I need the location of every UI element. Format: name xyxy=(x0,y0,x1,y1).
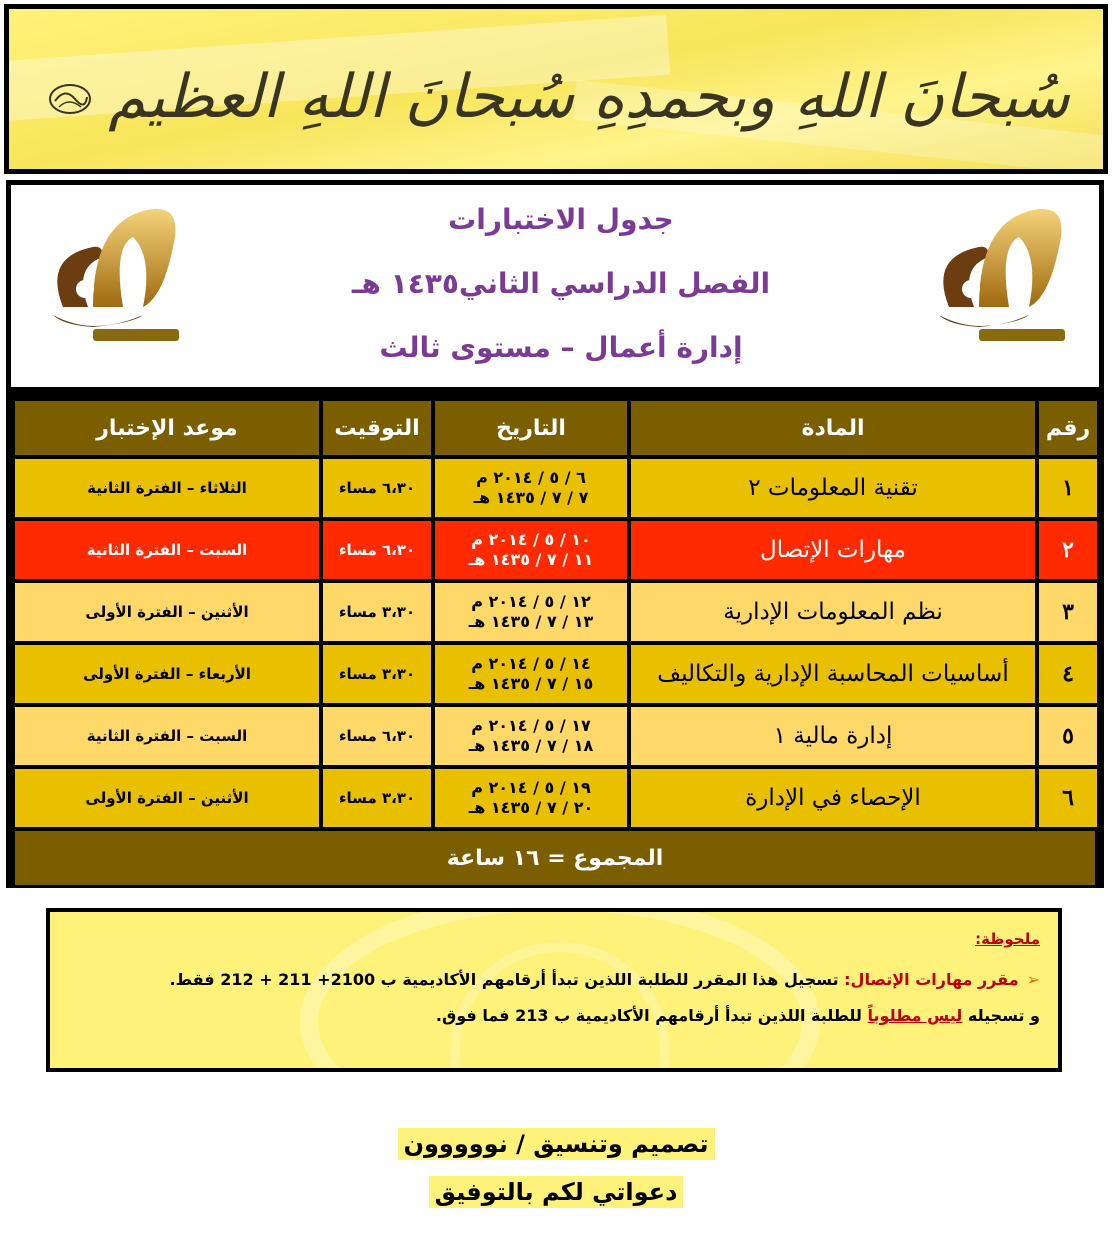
row-number: ٣ xyxy=(1039,583,1097,641)
table-row xyxy=(11,769,1099,827)
row-subject: أساسيات المحاسبة الإدارية والتكاليف xyxy=(631,645,1035,703)
note-line2-emphasis: ليس مطلوباً xyxy=(867,1006,963,1025)
row-date-hijri: ١٣ / ٧ / ١٤٣٥ هـ xyxy=(468,612,594,631)
row-date xyxy=(435,521,627,579)
row-number: ١ xyxy=(1039,459,1097,517)
schedule-title: جدول الاختبارات xyxy=(448,203,674,236)
row-slot: الأثنين – الفترة الأولى xyxy=(15,583,319,641)
row-subject: تقنية المعلومات ٢ xyxy=(631,459,1035,517)
table-row xyxy=(11,521,1099,579)
note-line2-post: للطلبة اللذين تبدأ أرقامهم الأكاديمية ب 213 فما فوق. xyxy=(435,1006,862,1025)
table-row xyxy=(11,459,1099,517)
table-row xyxy=(11,645,1099,703)
row-date-hijri: ١١ / ٧ / ١٤٣٥ هـ xyxy=(468,550,594,569)
row-date-gregorian: ٦ / ٥ / ٢٠١٤ م xyxy=(476,468,586,487)
column-header-number: رقم xyxy=(1039,401,1097,455)
note-box xyxy=(46,908,1062,1072)
row-slot: الأثنين – الفترة الأولى xyxy=(15,769,319,827)
row-date xyxy=(435,645,627,703)
wish-text: دعواتي لكم بالتوفيق xyxy=(429,1176,684,1208)
row-slot: الأربعاء – الفترة الأولى xyxy=(15,645,319,703)
row-slot: السبت – الفترة الثانية xyxy=(15,707,319,765)
row-time: ٣،٣٠ مساء xyxy=(323,769,431,827)
row-subject: نظم المعلومات الإدارية xyxy=(631,583,1035,641)
row-number: ٦ xyxy=(1039,769,1097,827)
row-subject: مهارات الإتصال xyxy=(631,521,1035,579)
row-subject: الإحصاء في الإدارة xyxy=(631,769,1035,827)
arrow-bullet-icon: ➢ xyxy=(1026,970,1040,989)
table-row xyxy=(11,707,1099,765)
total-hours: المجموع = ١٦ ساعة xyxy=(15,831,1095,885)
row-date-hijri: ١٨ / ٧ / ١٤٣٥ هـ xyxy=(468,736,594,755)
row-number: ٤ xyxy=(1039,645,1097,703)
row-time: ٦،٣٠ مساء xyxy=(323,521,431,579)
row-date xyxy=(435,459,627,517)
table-row xyxy=(11,583,1099,641)
column-header-subject: المادة xyxy=(631,401,1035,455)
banner-calligraphy: سُبحانَ اللهِ وبحمدِهِ سُبحانَ اللهِ العظيم xyxy=(108,62,1070,132)
row-time: ٣،٣٠ مساء xyxy=(323,645,431,703)
note-line2-pre: و تسجيله xyxy=(967,1006,1040,1025)
row-date-hijri: ٢٠ / ٧ / ١٤٣٥ هـ xyxy=(468,798,594,817)
footer-wish xyxy=(0,1176,1112,1208)
exam-schedule-table xyxy=(6,392,1104,888)
row-date-gregorian: ١٢ / ٥ / ٢٠١٤ م xyxy=(471,592,591,611)
noon-logo-icon xyxy=(33,197,193,357)
row-date xyxy=(435,769,627,827)
row-number: ٢ xyxy=(1039,521,1097,579)
footer-credit xyxy=(0,1128,1112,1160)
row-date-hijri: ١٥ / ٧ / ١٤٣٥ هـ xyxy=(468,674,594,693)
row-slot: الثلاثاء – الفترة الثانية xyxy=(15,459,319,517)
row-subject: إدارة مالية ١ xyxy=(631,707,1035,765)
row-number: ٥ xyxy=(1039,707,1097,765)
note-line1: تسجيل هذا المقرر للطلبة اللذين تبدأ أرقامهم الأكاديمية ب 2100+ 211 + 212 فقط. xyxy=(169,970,839,989)
note-title: ملحوظة: xyxy=(975,930,1040,948)
row-date xyxy=(435,707,627,765)
row-time: ٦،٣٠ مساء xyxy=(323,707,431,765)
noon-logo-icon xyxy=(919,197,1079,357)
row-date-gregorian: ١٠ / ٥ / ٢٠١٤ م xyxy=(471,530,591,549)
row-date-gregorian: ١٧ / ٥ / ٢٠١٤ م xyxy=(471,716,591,735)
row-date-hijri: ٧ / ٧ / ١٤٣٥ هـ xyxy=(473,488,589,507)
semester-title: الفصل الدراسي الثاني١٤٣٥ هـ xyxy=(351,267,771,300)
note-subject: مقرر مهارات الإتصال: xyxy=(844,970,1019,989)
row-time: ٣،٣٠ مساء xyxy=(323,583,431,641)
calligraphy-banner xyxy=(4,4,1108,174)
program-title: إدارة أعمال – مستوى ثالث xyxy=(379,331,743,364)
row-date-gregorian: ١٤ / ٥ / ٢٠١٤ م xyxy=(471,654,591,673)
row-date-gregorian: ١٩ / ٥ / ٢٠١٤ م xyxy=(471,778,591,797)
column-header-time: التوقيت xyxy=(323,401,431,455)
credit-text: تصميم وتنسيق / نووووون xyxy=(398,1128,715,1160)
column-header-slot: موعد الإختبار xyxy=(15,401,319,455)
row-slot: السبت – الفترة الثانية xyxy=(15,521,319,579)
note-body xyxy=(68,962,1040,1034)
table-header-row xyxy=(11,397,1099,459)
calligraphy-seal-icon xyxy=(47,79,93,119)
schedule-header xyxy=(6,180,1104,392)
row-time: ٦،٣٠ مساء xyxy=(323,459,431,517)
column-header-date: التاريخ xyxy=(435,401,627,455)
row-date xyxy=(435,583,627,641)
